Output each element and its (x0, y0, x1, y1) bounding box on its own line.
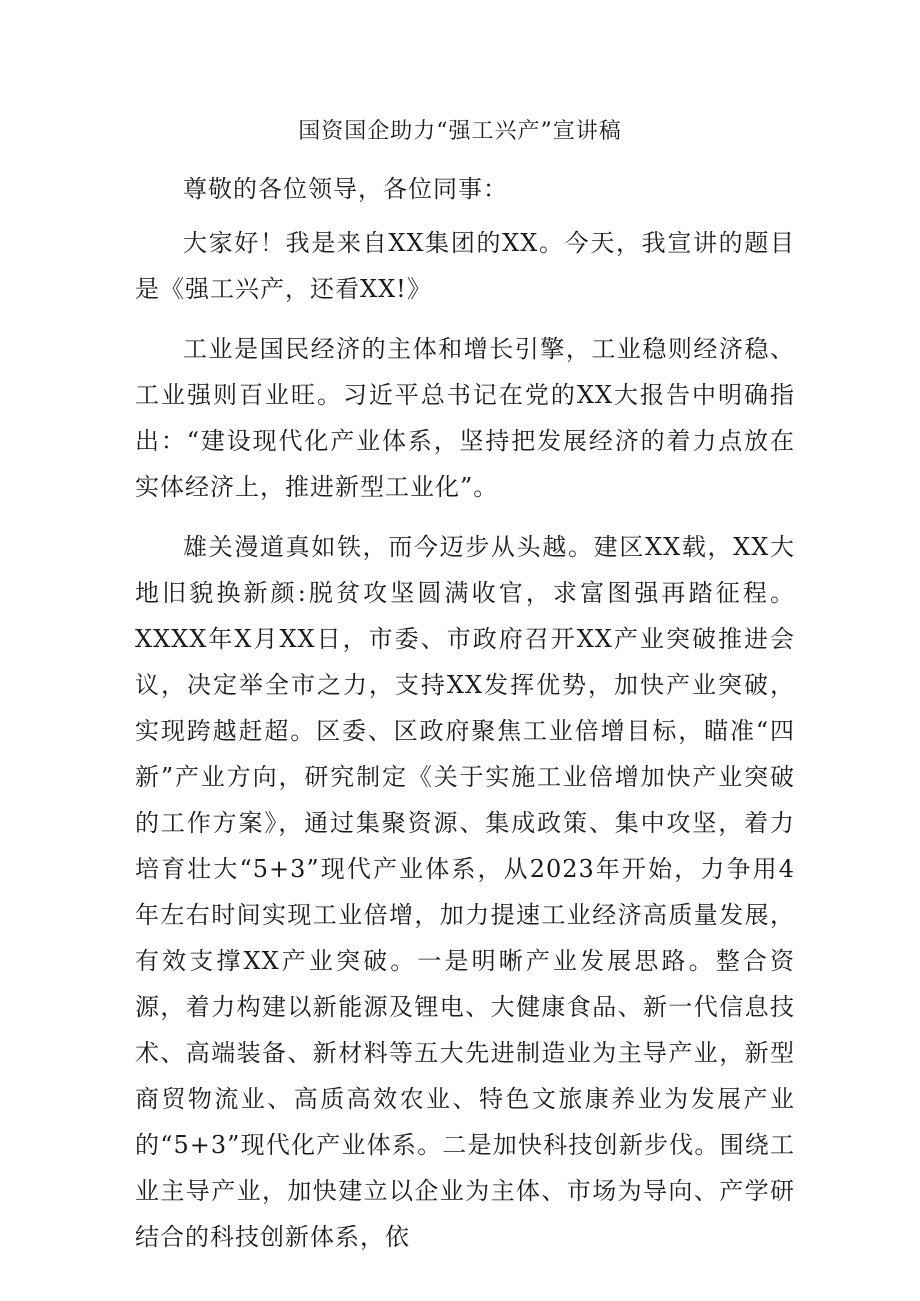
salutation: 尊敬的各位领导，各位同事： (183, 175, 508, 203)
paragraph-greeting: 大家好！我是来自XX集团的XX。今天，我宣讲的题目是《强工兴产，还看XX!》 (135, 229, 795, 303)
document-body (135, 166, 795, 1274)
paragraph-development: 雄关漫道真如铁，而今迈步从头越。建区XX载，XX大地旧貌换新颜:脱贫攻坚圆满收官，求富图强再踏征程。XXXX年X月XX日，市委、市政府召开XX产业突破推进会议，决定举全市之力，支持XX发挥优势，加快产业突破，实现跨越赶超。区委、区政府聚焦工业倍增目标，瞄准“四新”产业方向，研究制定《关于实施工业倍增加快产业突破的工作方案》，通过集聚资源、集成政策、集中攻坚，着力培育壮大“5+3”现代产业体系，从2023年开始，力争用4年左右时间实现工业倍增，加力提速工业经济高质量发展，有效支撑XX产业突破。一是明晰产业发展思路。整合资源，着力构建以新能源及锂电、大健康食品、新一代信息技术、高端装备、新材料等五大先进制造业为主导产业，新型商贸物流业、高质高效农业、特色文旅康养业为发展产业的“5+3”现代化产业体系。二是加快科技创新步伐。围绕工业主导产业，加快建立以企业为主体、市场为导向、产学研结合的科技创新体系，依 (135, 533, 795, 1251)
document-title: 国资国企助力“强工兴产”宣讲稿 (298, 119, 622, 144)
paragraph-industry: 工业是国民经济的主体和增长引擎，工业稳则经济稳、工业强则百业旺。习近平总书记在党的XX大报告中明确指出：“建设现代化产业体系，坚持把发展经济的着力点放在实体经济上，推进新型工业化”。 (135, 335, 795, 501)
